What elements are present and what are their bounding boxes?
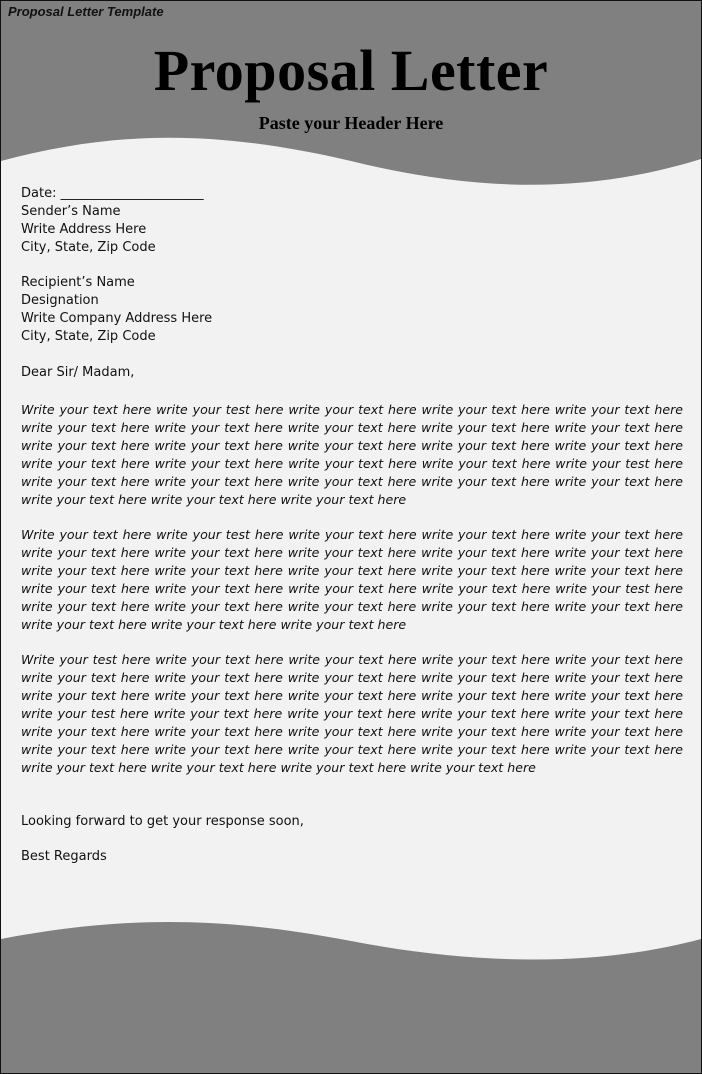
recipient-city[interactable]: City, State, Zip Code <box>21 329 156 344</box>
salutation-block <box>21 364 683 382</box>
date-line[interactable]: Date: ______________________ <box>21 186 204 201</box>
sender-city[interactable]: City, State, Zip Code <box>21 240 156 255</box>
recipient-name[interactable]: Recipient’s Name <box>21 275 135 290</box>
body-paragraph-1[interactable]: Write your text here write your test here write your text here write your text here write your text here write your text here write your text here write your text here write your text here write your text here write your text here write your text here write your text here write your text here write your text here write your text here write your text here write your text here write your text here write your test here write your text here write your text here write your text here write your text here write your text here write your text here write your text here write your text here <box>21 402 683 507</box>
page-title: Proposal Letter <box>153 38 549 103</box>
body-paragraph-2[interactable]: Write your text here write your test here write your text here write your text here write your text here write your text here write your text here write your text here write your text here write your text here write your text here write your text here write your text here write your text here write your text here write your text here write your text here write your text here write your text here write your test here write your text here write your text here write your text here write your text here write your text here write your text here write your text here write your text here <box>21 527 683 632</box>
salutation[interactable]: Dear Sir/ Madam, <box>21 365 135 380</box>
body-paragraph-3[interactable]: Write your test here write your text here write your text here write your text here write your text here write your text here write your text here write your text here write your text here write your text here write your text here write your text here write your text here write your text here write your text here write your test here write your text here write your text here write your text here write your text here write your text here write your text here write your text here write your text here write your text here write your text here write your text here write your text here write your text here write your text here write your text here write your text here write your text here write your text here <box>21 652 683 775</box>
sender-address[interactable]: Write Address Here <box>21 222 147 237</box>
sender-block <box>21 185 683 257</box>
header-placeholder[interactable]: Paste your Header Here <box>258 113 444 133</box>
closing-line[interactable]: Looking forward to get your response soon, <box>21 814 304 829</box>
recipient-address[interactable]: Write Company Address Here <box>21 311 213 326</box>
sign-off[interactable]: Best Regards <box>21 849 107 864</box>
recipient-block <box>21 274 683 346</box>
sender-name[interactable]: Sender’s Name <box>21 204 121 219</box>
signoff-block <box>21 848 683 866</box>
recipient-designation[interactable]: Designation <box>21 293 99 308</box>
closing-block <box>21 813 683 831</box>
template-label: Proposal Letter Template <box>8 4 164 19</box>
